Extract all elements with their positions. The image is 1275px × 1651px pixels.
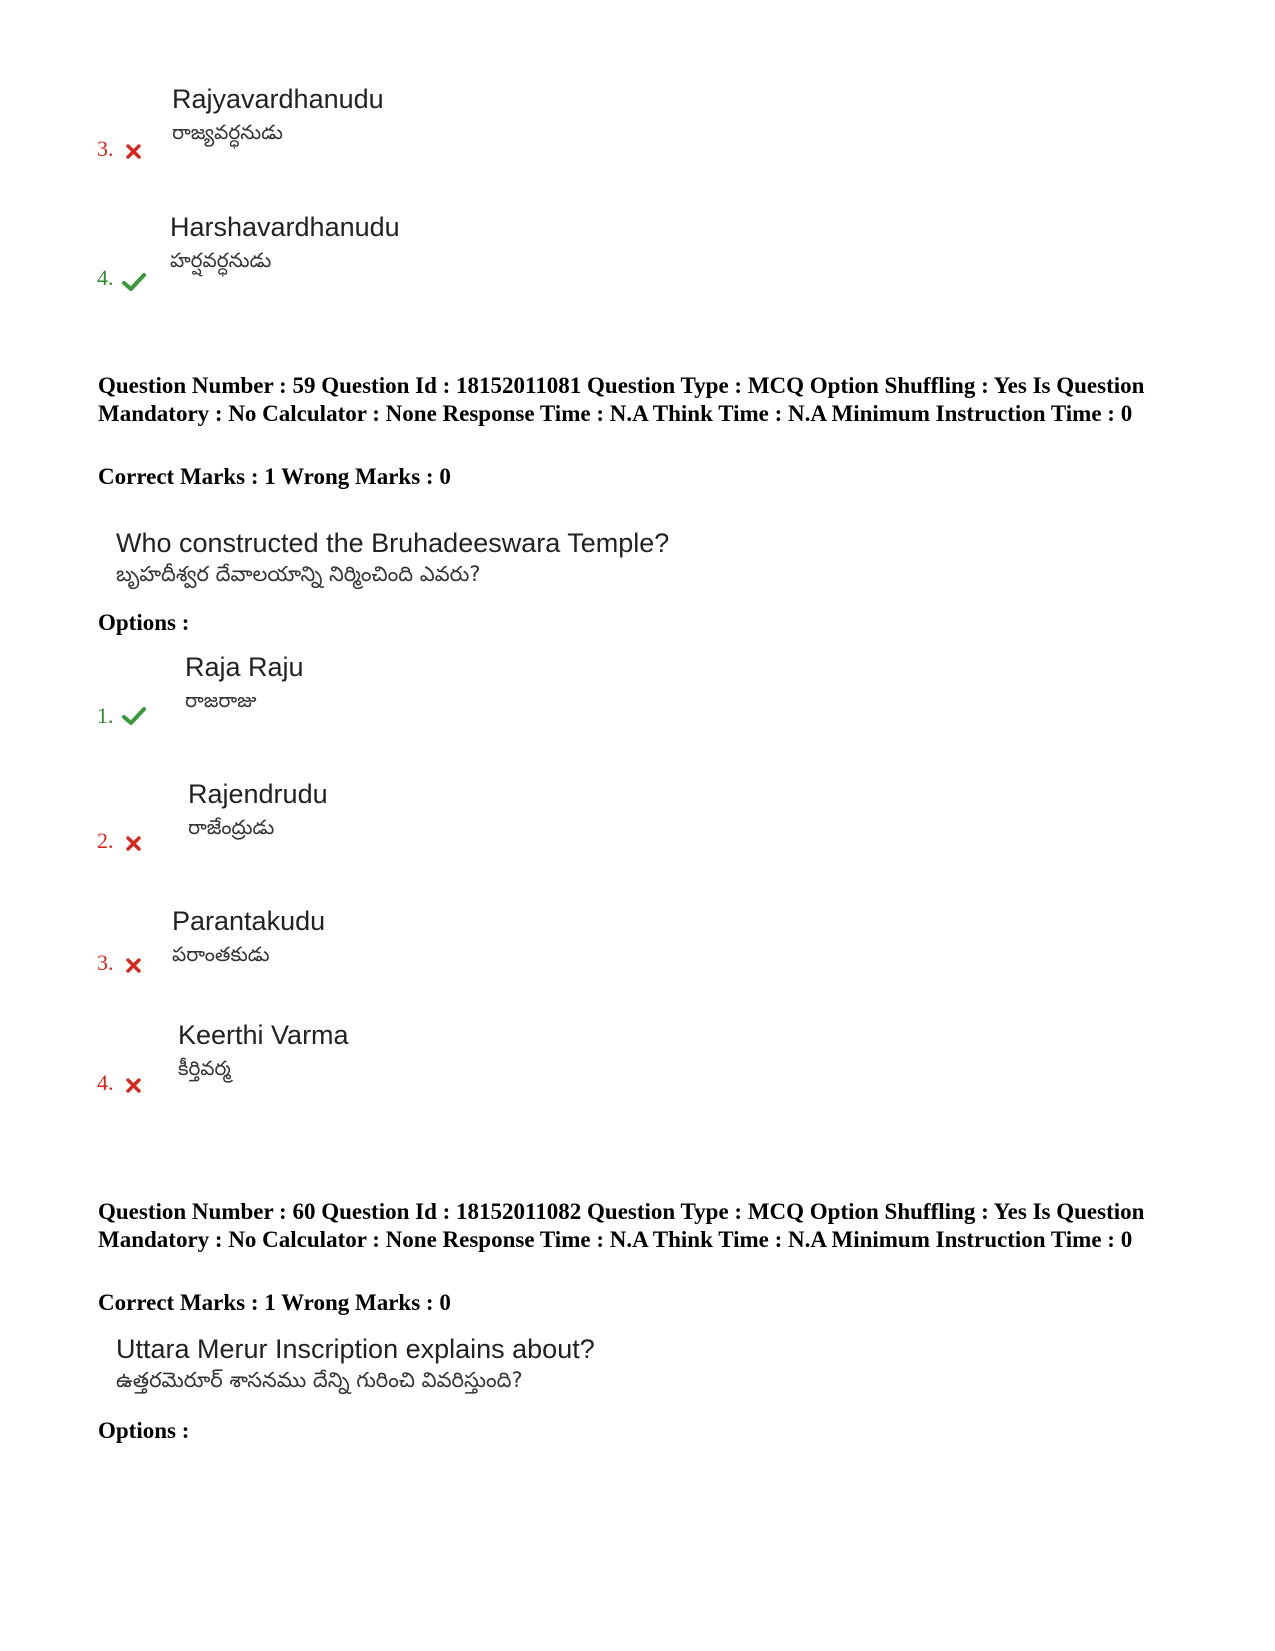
option-number: 3. xyxy=(97,950,114,975)
option-english: Rajyavardhanudu xyxy=(172,84,384,114)
options-label: Options : xyxy=(98,1418,190,1443)
option-telugu: రాజ్యవర్ధనుడు xyxy=(172,120,283,144)
question-text-english: Uttara Merur Inscription explains about? xyxy=(116,1334,595,1364)
question-meta: Question Number : 60 Question Id : 18152011082 Question Type : MCQ Option Shuffling : Yes Is Question Mandatory : No Calculator : None Response Time : N.A Think Time : N.A Minimum Instruction Time : 0 xyxy=(98,1199,1145,1252)
option-english: Parantakudu xyxy=(172,906,326,936)
option-number: 2. xyxy=(97,828,114,853)
option-english: Rajendrudu xyxy=(188,779,328,809)
option-english: Keerthi Varma xyxy=(178,1020,349,1050)
check-icon xyxy=(122,272,146,292)
option-number: 3. xyxy=(97,136,114,161)
option-number: 4. xyxy=(97,265,114,290)
question-marks: Correct Marks : 1 Wrong Marks : 0 xyxy=(98,464,451,489)
option-number: 4. xyxy=(97,1070,114,1095)
question-text-telugu: బృహదీశ్వర దేవాలయాన్ని నిర్మించింది ఎవరు? xyxy=(116,562,481,586)
option-item xyxy=(0,650,1275,760)
option-telugu: కీర్తివర్మ xyxy=(178,1056,231,1080)
option-item xyxy=(0,1018,1275,1128)
option-telugu: పరాంతకుడు xyxy=(172,942,270,966)
question-text-telugu: ఉత్తరమెరూర్ శాసనము దేన్ని గురించి వివరిస్తుంది? xyxy=(116,1368,523,1392)
option-telugu: రాజరాజు xyxy=(185,688,257,712)
cross-icon xyxy=(126,958,141,973)
option-english: Harshavardhanudu xyxy=(170,212,400,242)
option-item xyxy=(0,904,1275,1014)
check-icon xyxy=(122,706,146,726)
question-marks: Correct Marks : 1 Wrong Marks : 0 xyxy=(98,1290,451,1315)
option-item xyxy=(0,80,1275,190)
question-text-english: Who constructed the Bruhadeeswara Temple? xyxy=(116,528,670,558)
option-english: Raja Raju xyxy=(185,652,304,682)
cross-icon xyxy=(126,144,141,159)
options-label: Options : xyxy=(98,610,190,635)
cross-icon xyxy=(126,1078,141,1093)
option-number: 1. xyxy=(97,703,114,728)
option-item xyxy=(0,208,1275,318)
cross-icon xyxy=(126,836,141,851)
option-telugu: రాజేంద్రుడు xyxy=(188,815,275,839)
option-item xyxy=(0,777,1275,887)
option-telugu: హర్షవర్ధనుడు xyxy=(170,248,272,272)
question-meta: Question Number : 59 Question Id : 18152011081 Question Type : MCQ Option Shuffling : Yes Is Question Mandatory : No Calculator : None Response Time : N.A Think Time : N.A Minimum Instruction Time : 0 xyxy=(98,373,1145,426)
